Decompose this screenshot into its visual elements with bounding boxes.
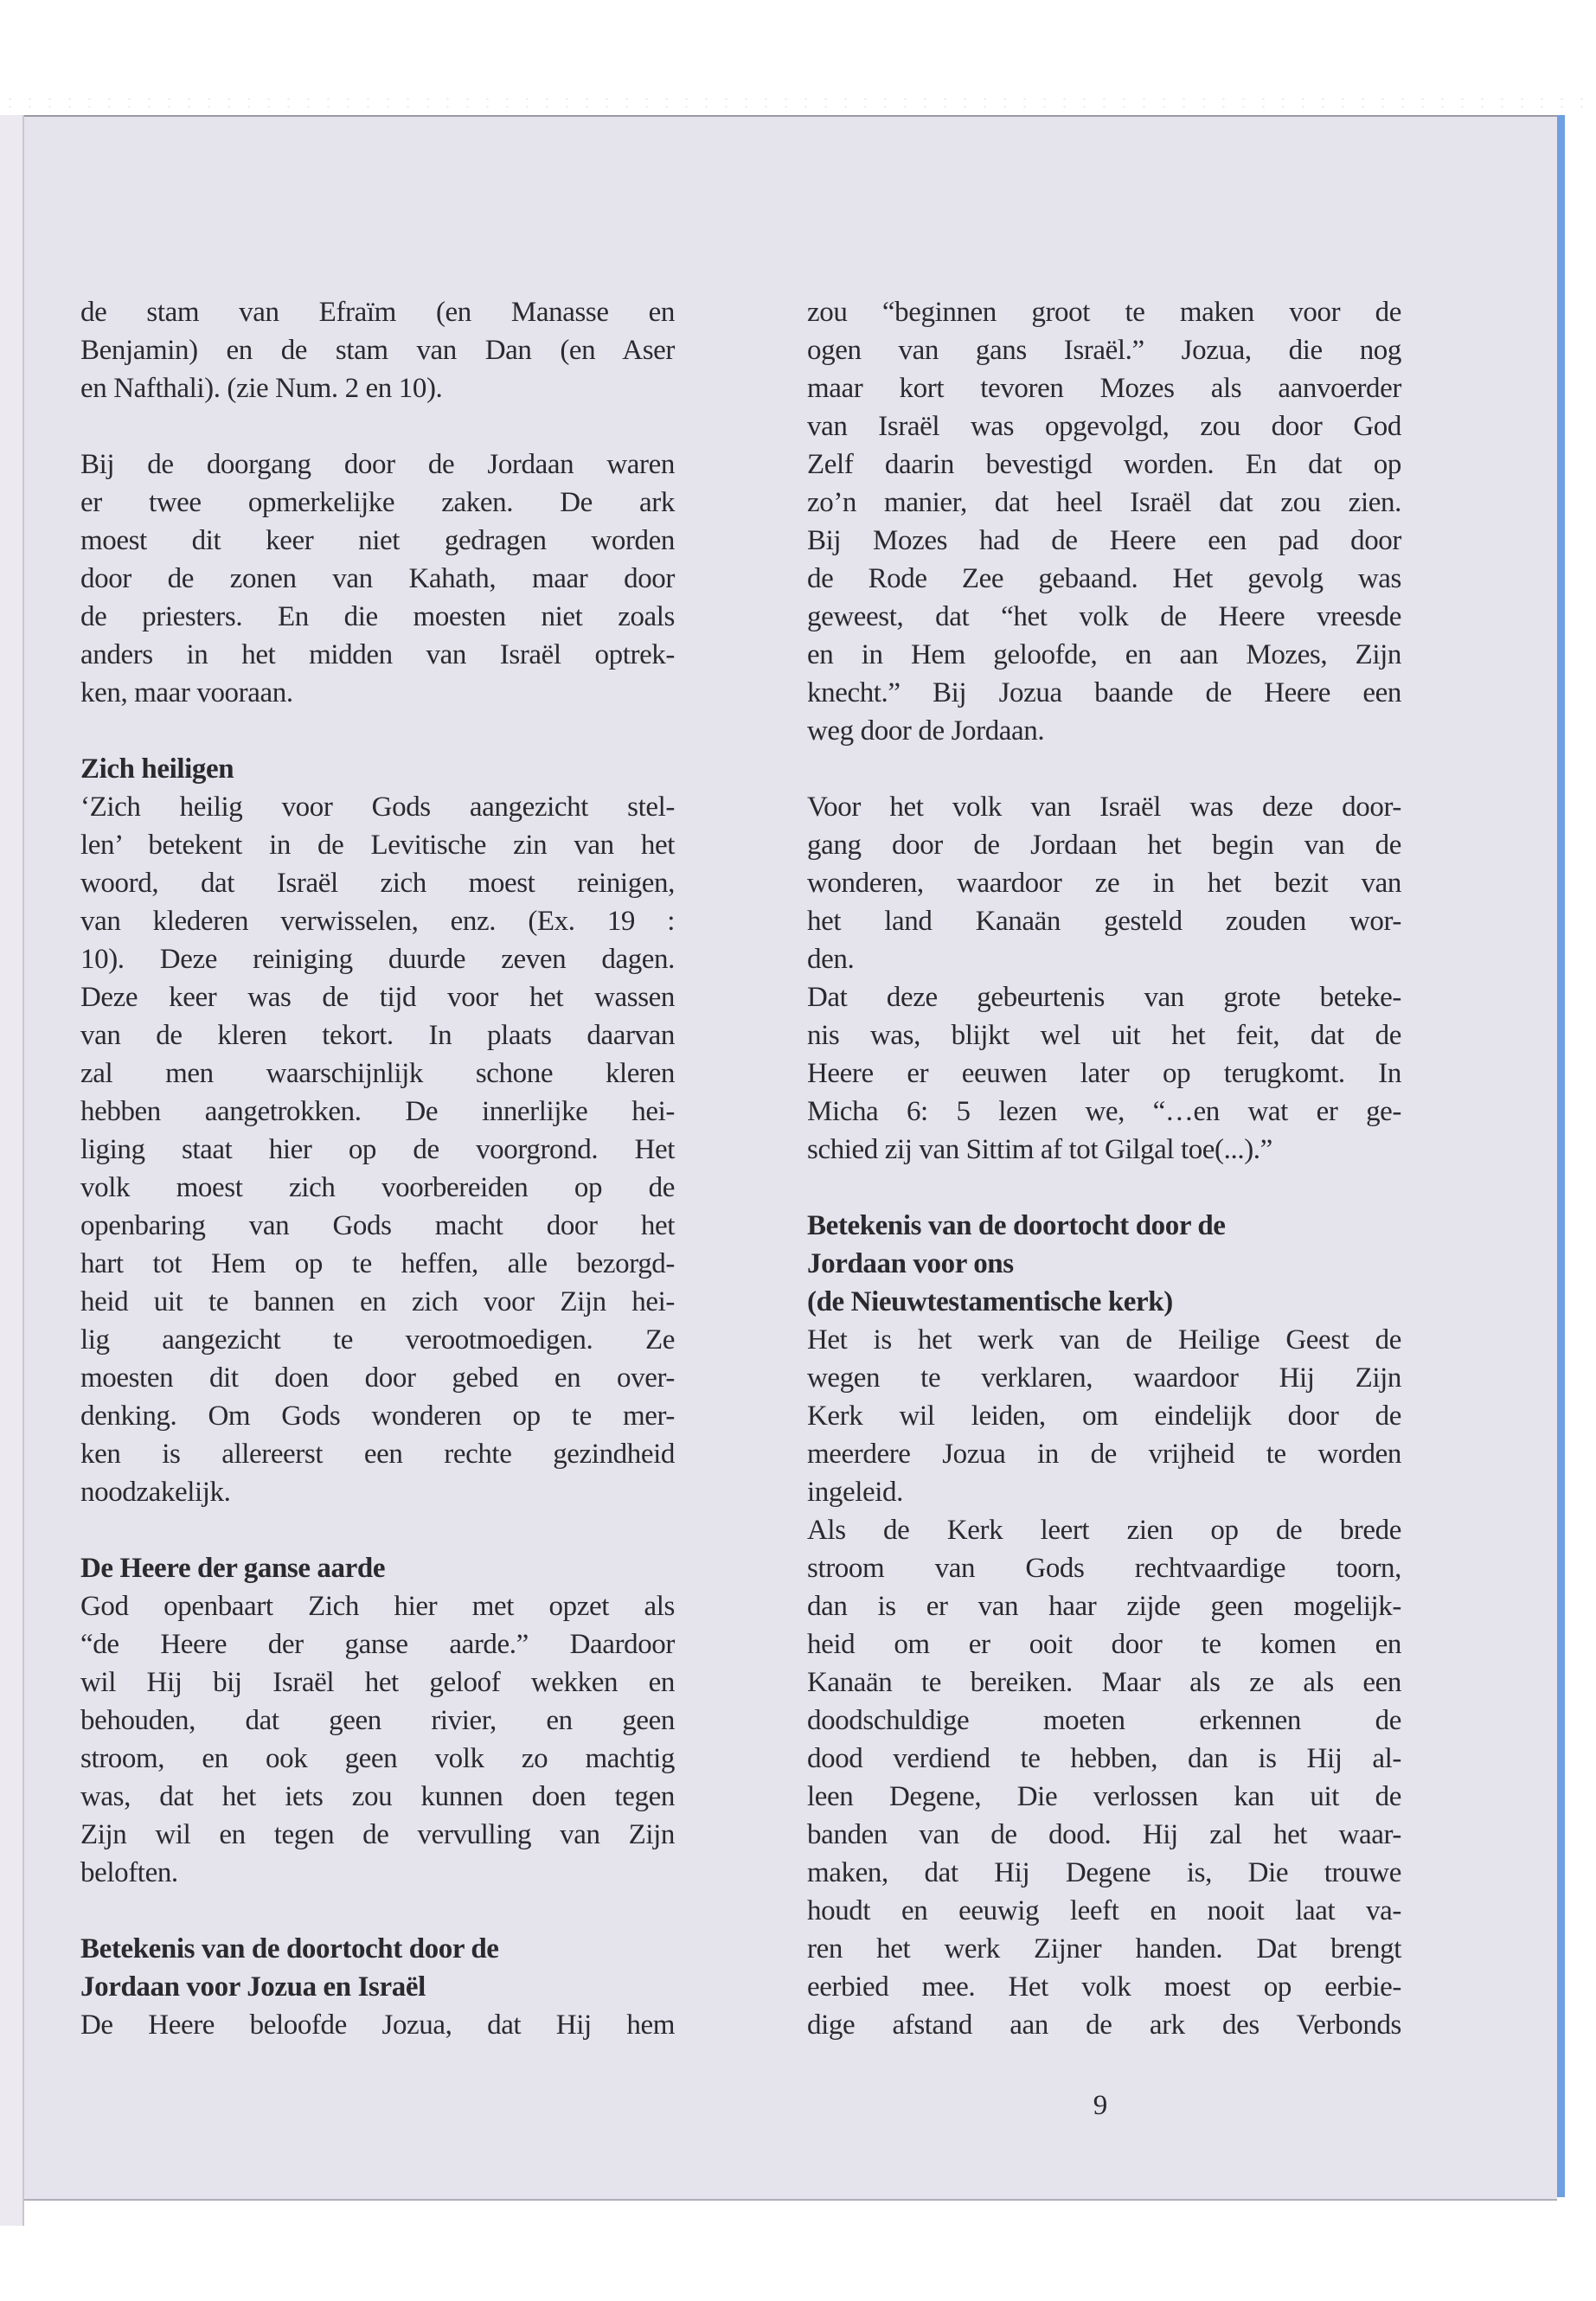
text-line: de stam van Efraïm (en Manasse en [80,297,675,328]
text-line: van Israël was opgevolgd, zou door God [807,411,1401,442]
heading-line: De Heere der ganse aarde [80,1553,386,1584]
text-line: doodschuldige moeten erkennen de [807,1705,1401,1736]
text-line: beloften. [80,1857,178,1888]
text-line: weg door de Jordaan. [807,715,1045,747]
text-line: Micha 6: 5 lezen we, “…en wat er ge- [807,1096,1401,1127]
text-column-right [807,293,1401,2044]
text-line: eerbied mee. Het volk moest op eerbie- [807,1971,1401,2003]
text-line: behouden, dat geen rivier, en geen [80,1705,675,1736]
heading-line: Jordaan voor Jozua en Israël [80,1971,426,2003]
text-line: het land Kanaän gesteld zouden wor- [807,906,1401,937]
text-line: hebben aangetrokken. De innerlijke hei- [80,1096,675,1127]
text-line: liging staat hier op de voorgrond. Het [80,1134,675,1165]
text-line: Kerk wil leiden, om eindelijk door de [807,1400,1401,1432]
text-line: de Rode Zee gebaand. Het gevolg was [807,563,1401,594]
text-line: en Nafthali). (zie Num. 2 en 10). [80,373,443,404]
text-line: noodzakelijk. [80,1477,231,1508]
text-line: God openbaart Zich hier met opzet als [80,1591,675,1622]
text-line: wonderen, waardoor ze in het bezit van [807,868,1401,899]
paragraph [807,978,1401,1169]
text-section [80,750,675,1511]
text-line: den. [807,944,855,975]
binding-edge [0,115,24,2226]
text-line: Zijn wil en tegen de vervulling van Zijn [80,1819,675,1850]
text-line: de priesters. En die moesten niet zoals [80,601,675,632]
text-line: van de kleren tekort. In plaats daarvan [80,1020,675,1051]
text-line: Benjamin) en de stam van Dan (en Aser [80,335,675,366]
paragraph [807,1511,1401,2044]
text-line: Het is het werk van de Heilige Geest de [807,1324,1401,1356]
text-line: Heere er eeuwen later op terugkomt. In [807,1058,1401,1089]
text-line: dan is er van haar zijde geen mogelijk- [807,1591,1401,1622]
text-line: gang door de Jordaan het begin van de [807,830,1401,861]
heading-line: Betekenis van de doortocht door de [80,1933,499,1965]
text-line: heid om er ooit door te komen en [807,1629,1401,1660]
text-line: “de Heere der ganse aarde.” Daardoor [80,1629,675,1660]
text-line: wil Hij bij Israël het geloof wekken en [80,1667,675,1698]
text-line: Zelf daarin bevestigd worden. En dat op [807,449,1401,480]
text-line: ingeleid. [807,1477,903,1508]
text-section [807,1207,1401,2044]
page-number: 9 [1093,2090,1108,2121]
text-line: heid uit te bannen en zich voor Zijn hei- [80,1286,675,1317]
text-section [80,1930,675,2044]
text-section [807,293,1401,750]
paragraph [80,1587,675,1892]
section-heading [80,1930,675,2006]
text-line: hart tot Hem op te heffen, alle bezorgd- [80,1248,675,1279]
text-line: leen Degene, Die verlossen kan uit de [807,1781,1401,1812]
text-line: er twee opmerkelijke zaken. De ark [80,487,675,518]
paragraph [80,445,675,712]
text-line: Bij de doorgang door de Jordaan waren [80,449,675,480]
heading-line: Betekenis van de doortocht door de [807,1210,1226,1241]
text-line: ken, maar vooraan. [80,677,293,708]
text-line: zal men waarschijnlijk schone kleren [80,1058,675,1089]
text-line: woord, dat Israël zich moest reinigen, [80,868,675,899]
text-line: geweest, dat “het volk de Heere vreesde [807,601,1401,632]
text-line: denking. Om Gods wonderen op te mer- [80,1400,675,1432]
text-section [80,293,675,407]
text-line: 10). Deze reiniging duurde zeven dagen. [80,944,675,975]
text-line: stroom, en ook geen volk zo machtig [80,1743,675,1774]
text-line: ‘Zich heilig voor Gods aangezicht stel- [80,792,675,823]
paragraph [80,2006,675,2044]
text-line: moest dit keer niet gedragen worden [80,525,675,556]
section-heading [807,1207,1401,1321]
text-line: knecht.” Bij Jozua baande de Heere een [807,677,1401,708]
text-line: ogen van gans Israël.” Jozua, die nog [807,335,1401,366]
page-edge-strip [1557,115,1565,2197]
text-line: nis was, blijkt wel uit het feit, dat de [807,1020,1401,1051]
text-line: houdt en eeuwig leeft en nooit laat va- [807,1895,1401,1926]
text-line: door de zonen van Kahath, maar door [80,563,675,594]
text-line: stroom van Gods rechtvaardige toorn, [807,1553,1401,1584]
text-line: moesten dit doen door gebed en over- [80,1362,675,1394]
text-line: dood verdiend te hebben, dan is Hij al- [807,1743,1401,1774]
text-line: en in Hem geloofde, en aan Mozes, Zijn [807,639,1401,670]
text-line: lig aangezicht te verootmoedigen. Ze [80,1324,675,1356]
paragraph [80,293,675,407]
paragraph [807,788,1401,978]
text-line: len’ betekent in de Levitische zin van het [80,830,675,861]
text-line: schied zij van Sittim af tot Gilgal toe(...).” [807,1134,1272,1165]
section-heading [80,1549,675,1587]
text-line: Voor het volk van Israël was deze door- [807,792,1401,823]
text-section [807,788,1401,1169]
text-line: maar kort tevoren Mozes als aanvoerder [807,373,1401,404]
text-line: De Heere beloofde Jozua, dat Hij hem [80,2009,675,2041]
text-line: banden van de dood. Hij zal het waar- [807,1819,1401,1850]
text-line: Kanaän te bereiken. Maar als ze als een [807,1667,1401,1698]
text-column-left [80,293,675,2044]
paragraph [807,293,1401,750]
text-line: Dat deze gebeurtenis van grote beteke- [807,982,1401,1013]
text-line: zou “beginnen groot te maken voor de [807,297,1401,328]
text-line: Als de Kerk leert zien op de brede [807,1515,1401,1546]
heading-line: Jordaan voor ons [807,1248,1014,1279]
text-line: anders in het midden van Israël optrek- [80,639,675,670]
text-line: zo’n manier, dat heel Israël dat zou zien. [807,487,1401,518]
text-line: ren het werk Zijner handen. Dat brengt [807,1933,1401,1965]
text-line: Deze keer was de tijd voor het wassen [80,982,675,1013]
scan-noise [0,95,1596,112]
section-heading [80,750,675,788]
text-line: dige afstand aan de ark des Verbonds [807,2009,1401,2041]
text-line: van klederen verwisselen, enz. (Ex. 19 : [80,906,675,937]
text-line: meerdere Jozua in de vrijheid te worden [807,1439,1401,1470]
text-section [80,1549,675,1892]
paragraph [807,1321,1401,1511]
text-line: maken, dat Hij Degene is, Die trouwe [807,1857,1401,1888]
text-line: wegen te verklaren, waardoor Hij Zijn [807,1362,1401,1394]
paragraph [80,788,675,1511]
text-line: openbaring van Gods macht door het [80,1210,675,1241]
text-line: volk moest zich voorbereiden op de [80,1172,675,1203]
text-line: was, dat het iets zou kunnen doen tegen [80,1781,675,1812]
heading-line: (de Nieuwtestamentische kerk) [807,1286,1173,1317]
text-line: ken is allereerst een rechte gezindheid [80,1439,675,1470]
text-section [80,445,675,712]
text-line: Bij Mozes had de Heere een pad door [807,525,1401,556]
heading-line: Zich heiligen [80,753,234,785]
